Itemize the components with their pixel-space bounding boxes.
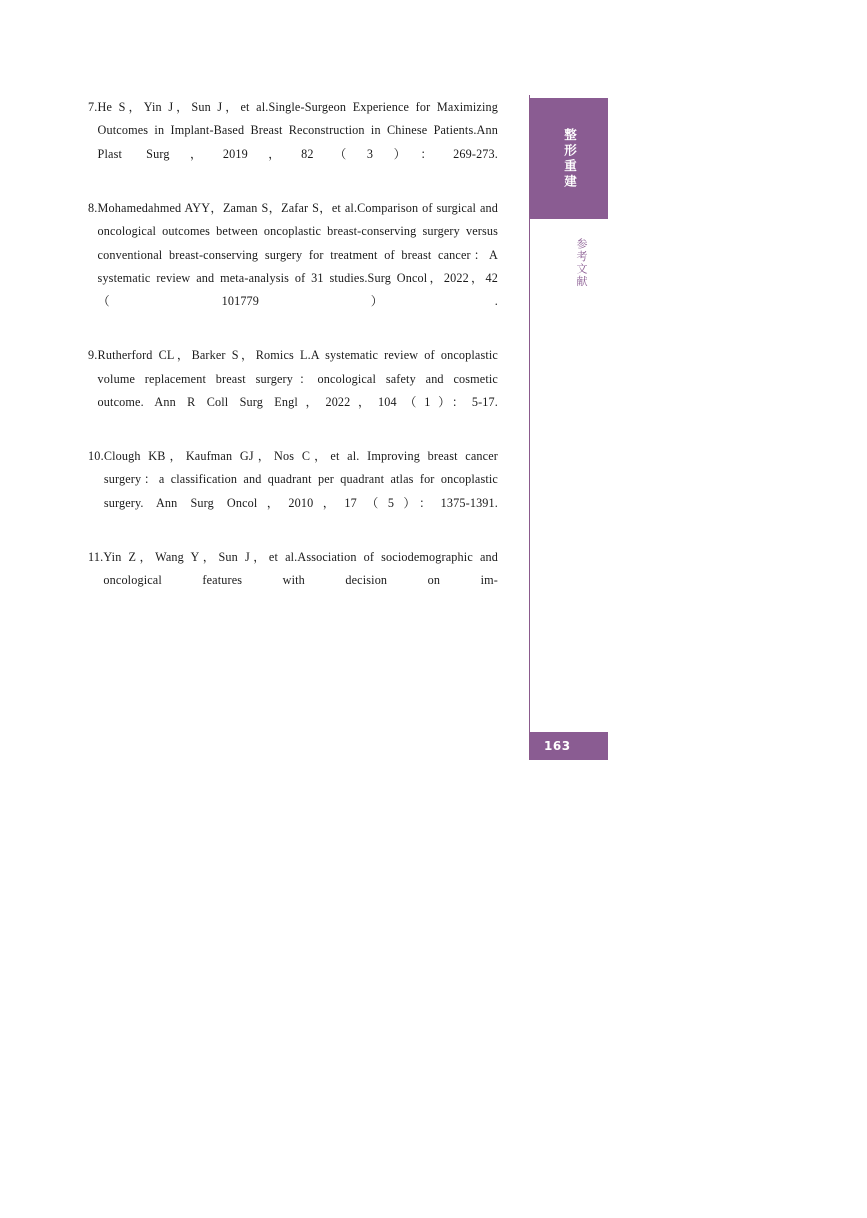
reference-number: 10.: [88, 448, 104, 463]
reference-list: [88, 96, 498, 623]
list-item: [88, 197, 498, 338]
reference-text: Clough KB，Kaufman GJ，Nos C，et al. Improving breast cancer surgery：a classification and quadrant per quadrant atlas for oncoplastic surgery. Ann Surg Oncol，2010，17（5）：1375-1391.: [103, 448, 498, 510]
section-subtitle-label: 参考文献: [575, 238, 588, 288]
reference-number: 11.: [88, 549, 104, 564]
list-item: [88, 546, 498, 616]
reference-number: 8.: [88, 200, 98, 215]
reference-number: 9.: [88, 348, 98, 363]
page-number-badge: 163: [530, 732, 608, 760]
list-item: [88, 445, 498, 539]
reference-text: Rutherford CL，Barker S，Romics L.A systematic review of oncoplastic volume replacement breast surgery：oncological safety and cosmetic outcome. Ann R Coll Surg Engl，2022，104（1）：5-17.: [97, 348, 498, 410]
section-tab-label: 整形重建: [562, 127, 578, 190]
reference-text: Mohamedahmed AYY，Zaman S，Zafar S，et al.Comparison of surgical and oncological outcomes between oncoplastic breast-conserving surgery versus conventional breast-conserving surgery for treatment of breast cancer：A systematic review and meta-analysis of 31 studies.Surg Oncol，2022，42（101779）.: [97, 200, 498, 309]
reference-text: Yin Z，Wang Y，Sun J，et al.Association of sociodemographic and oncological features with decision on im-: [103, 549, 498, 588]
reference-text: He S，Yin J，Sun J，et al.Single-Surgeon Experience for Maximizing Outcomes in Implant-Based Breast Reconstruction in Chinese Patients.Ann Plast Surg，2019，82（3）：269-273.: [97, 100, 498, 161]
section-tab: [530, 98, 608, 219]
list-item: [88, 344, 498, 438]
reference-number: 7.: [88, 100, 98, 114]
list-item: [88, 96, 498, 190]
